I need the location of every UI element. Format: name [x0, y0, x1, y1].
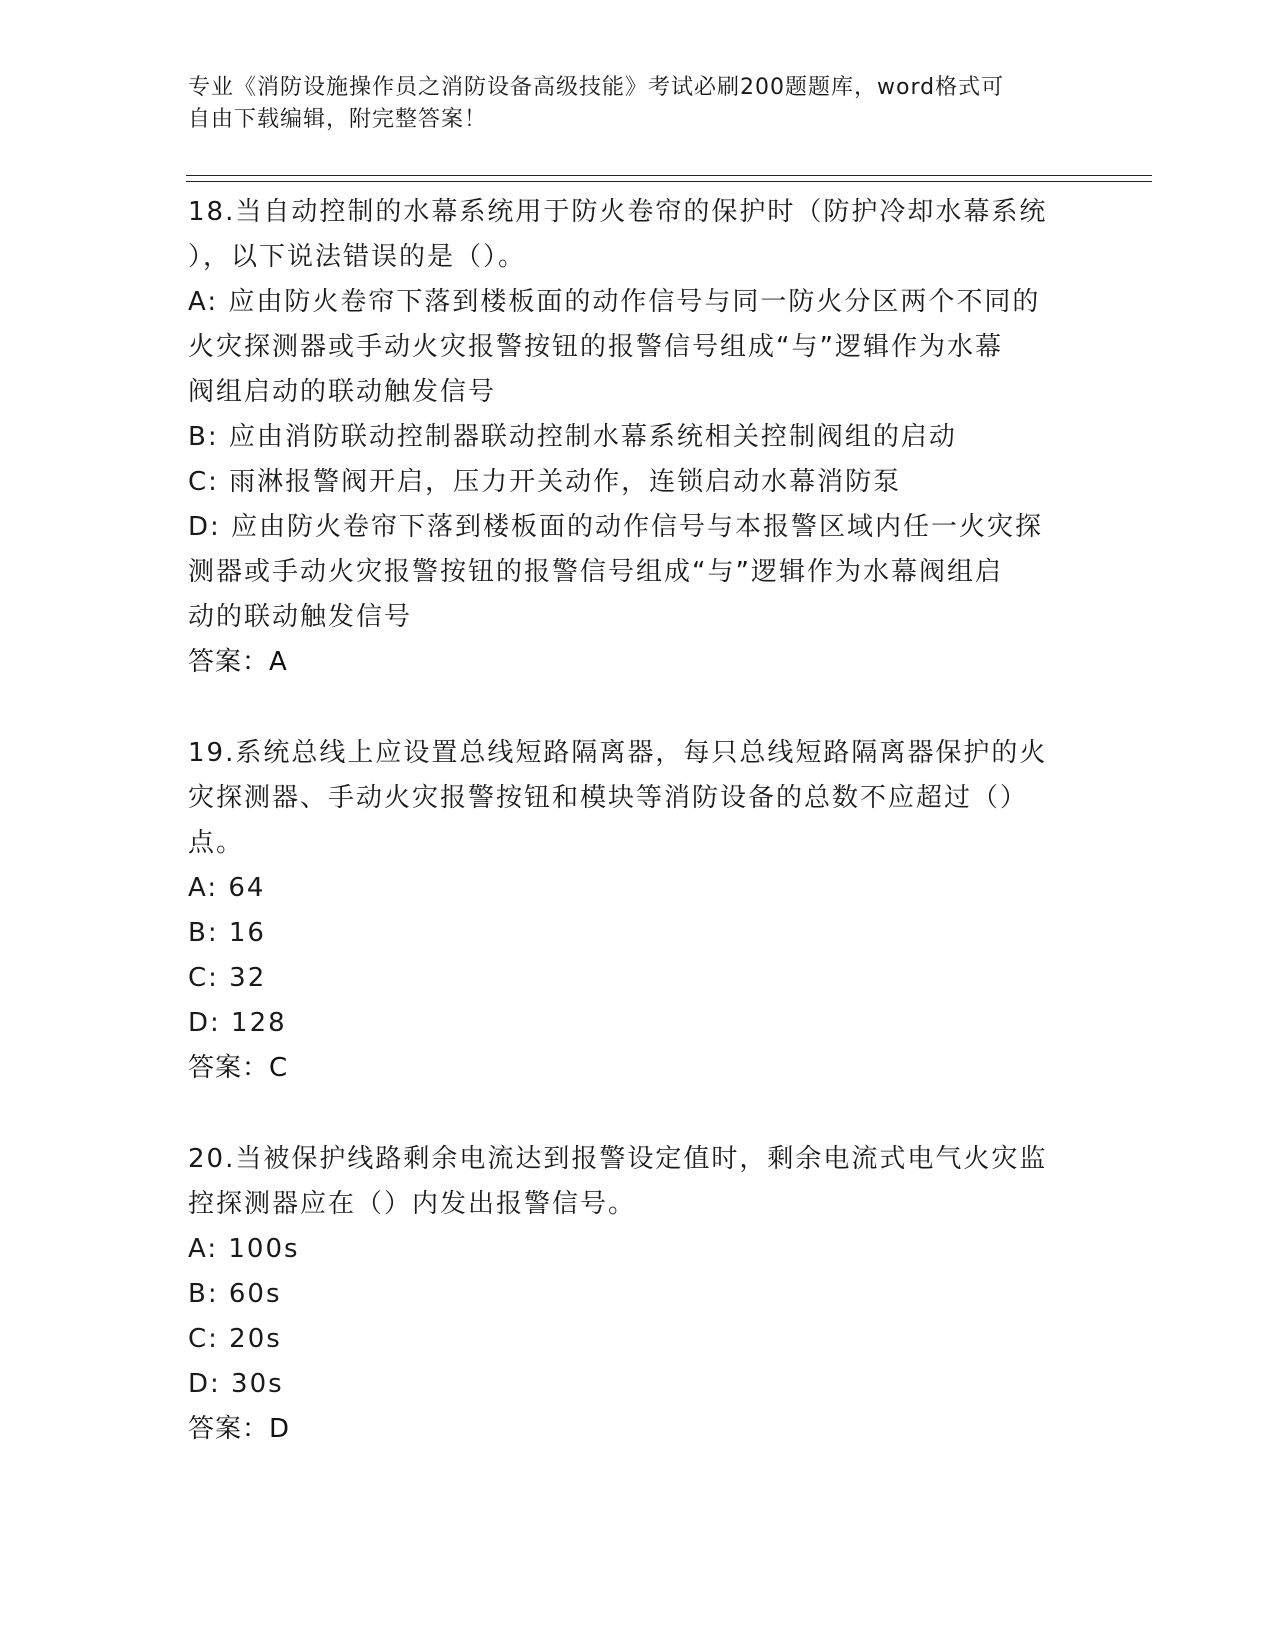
option-a-line: A: 应由防火卷帘下落到楼板面的动作信号与同一防火分区两个不同的	[188, 287, 1041, 317]
option-a-line: 火灾探测器或手动火灾报警按钮的报警信号组成“与”逻辑作为水幕	[188, 332, 1003, 362]
question-list	[188, 190, 1088, 1452]
question-text-line: ），以下说法错误的是（）。	[188, 242, 527, 272]
option-a-line: A: 64	[188, 873, 266, 903]
question-text-line: 20.当被保护线路剩余电流达到报警设定值时，剩余电流式电气火灾监	[188, 1144, 1048, 1174]
option-b-line: B: 60s	[188, 1279, 282, 1309]
document-header	[188, 72, 1068, 136]
header-line-2: 自由下载编辑，附完整答案！	[188, 107, 488, 132]
option-a-line: A: 100s	[188, 1234, 300, 1264]
question-text-line: 控探测器应在（）内发出报警信号。	[188, 1189, 637, 1219]
option-c-line: C: 雨淋报警阀开启，压力开关动作，连锁启动水幕消防泵	[188, 467, 902, 497]
question-18	[188, 190, 1088, 685]
option-b-line: B: 16	[188, 918, 266, 948]
option-d-line: 测器或手动火灾报警按钮的报警信号组成“与”逻辑作为水幕阀组启	[188, 557, 1003, 587]
option-a-line: 阀组启动的联动触发信号	[188, 377, 497, 407]
answer-label: 答案：D	[188, 1414, 291, 1444]
question-19	[188, 731, 1088, 1091]
option-c-line: C: 32	[188, 963, 267, 993]
header-line-1: 专业《消防设施操作员之消防设备高级技能》考试必刷200题题库，word格式可	[188, 75, 1005, 100]
answer-label: 答案：C	[188, 1053, 289, 1083]
question-text-line: 点。	[188, 828, 245, 858]
question-text-line: 18.当自动控制的水幕系统用于防火卷帘的保护时（防护冷却水幕系统	[188, 197, 1048, 227]
option-b-line: B: 应由消防联动控制器联动控制水幕系统相关控制阀组的启动	[188, 422, 957, 452]
option-d-line: D: 30s	[188, 1369, 284, 1399]
question-spacer	[188, 1091, 1088, 1137]
option-d-line: 动的联动触发信号	[188, 602, 413, 632]
option-c-line: C: 20s	[188, 1324, 282, 1354]
answer-label: 答案：A	[188, 647, 288, 677]
option-d-line: D: 应由防火卷帘下落到楼板面的动作信号与本报警区域内任一火灾探	[188, 512, 1044, 542]
header-divider-top	[186, 175, 1152, 176]
header-divider-bottom	[186, 181, 1152, 182]
question-text-line: 灾探测器、手动火灾报警按钮和模块等消防设备的总数不应超过（）	[188, 783, 1029, 813]
option-d-line: D: 128	[188, 1008, 287, 1038]
question-20	[188, 1137, 1088, 1452]
question-spacer	[188, 685, 1088, 731]
question-text-line: 19.系统总线上应设置总线短路隔离器，每只总线短路隔离器保护的火	[188, 738, 1048, 768]
